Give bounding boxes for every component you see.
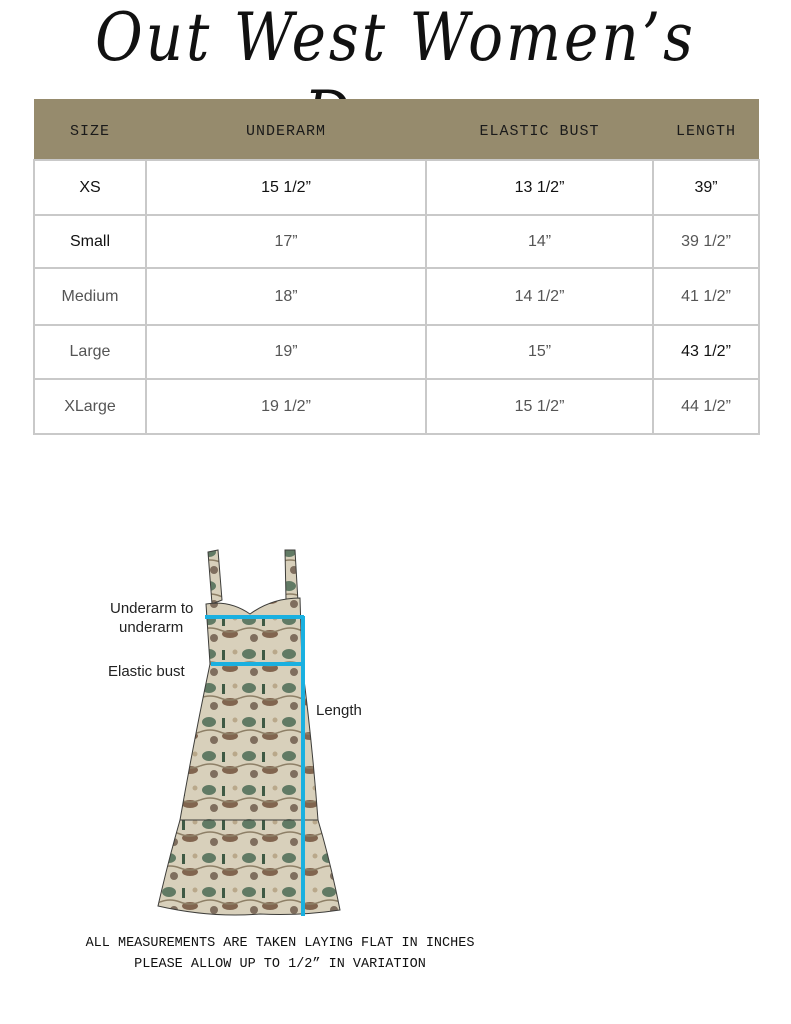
cell-elastic-bust: 15” (426, 325, 653, 379)
cell-size: XLarge (34, 379, 146, 434)
cell-size: Small (34, 215, 146, 268)
cell-elastic-bust: 14” (426, 215, 653, 268)
dress-measurement-diagram (100, 540, 380, 930)
dress-strap-left (208, 550, 222, 604)
label-underarm-line2: underarm (119, 619, 184, 636)
cell-elastic-bust: 15 1/2” (426, 379, 653, 434)
dress-skirt-upper (180, 664, 318, 820)
cell-size: Large (34, 325, 146, 379)
measurement-note (40, 933, 520, 975)
table-row (34, 379, 759, 434)
cell-length: 43 1/2” (653, 325, 759, 379)
dress-bodice (206, 598, 302, 664)
note-line-1: ALL MEASUREMENTS ARE TAKEN LAYING FLAT IN INCHES (85, 936, 475, 951)
header-underarm: UNDERARM (146, 99, 426, 160)
cell-underarm: 15 1/2” (146, 160, 426, 215)
header-elastic-bust: ELASTIC BUST (426, 99, 653, 160)
cell-underarm: 18” (146, 268, 426, 325)
cell-elastic-bust: 13 1/2” (426, 160, 653, 215)
cell-length: 39” (653, 160, 759, 215)
table-header-row (34, 99, 759, 160)
cell-underarm: 17” (146, 215, 426, 268)
cell-elastic-bust: 14 1/2” (426, 268, 653, 325)
note-line-2: PLEASE ALLOW UP TO 1/2” IN VARIATION (134, 957, 426, 972)
cell-underarm: 19 1/2” (146, 379, 426, 434)
header-size: SIZE (34, 99, 146, 160)
table-row (34, 325, 759, 379)
label-underarm-line1: Underarm to (110, 600, 194, 617)
cell-length: 39 1/2” (653, 215, 759, 268)
cell-size: XS (34, 160, 146, 215)
table-row (34, 268, 759, 325)
table-row (34, 215, 759, 268)
cell-underarm: 19” (146, 325, 426, 379)
label-elastic-bust: Elastic bust (108, 663, 185, 680)
cell-size: Medium (34, 268, 146, 325)
dress-strap-right (285, 550, 298, 602)
label-length: Length (316, 702, 362, 719)
cell-length: 41 1/2” (653, 268, 759, 325)
page-title: Out West Women’s (95, 0, 696, 76)
dress-skirt-ruffle (158, 820, 340, 915)
table-row (34, 160, 759, 215)
cell-length: 44 1/2” (653, 379, 759, 434)
size-chart-table (33, 99, 760, 435)
header-length: LENGTH (653, 99, 759, 160)
